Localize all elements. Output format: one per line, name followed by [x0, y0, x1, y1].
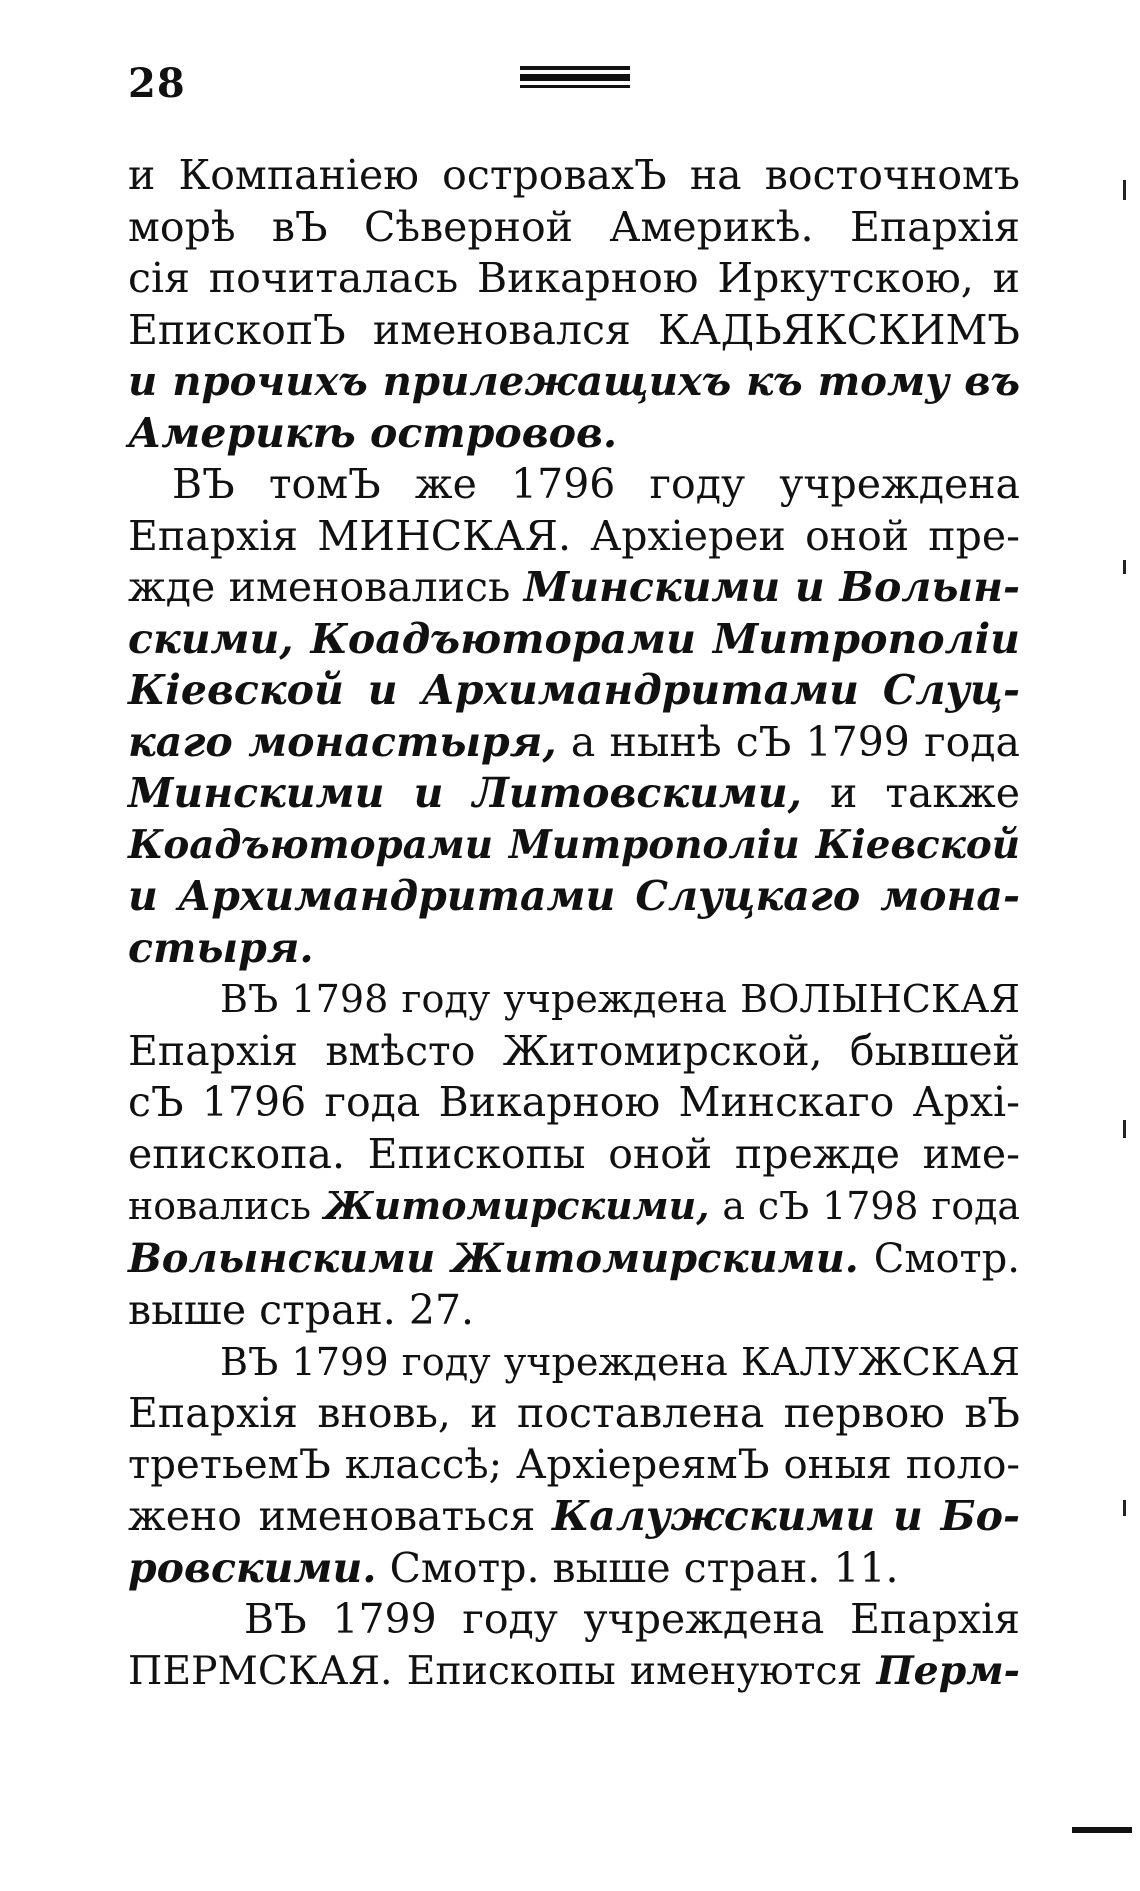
- italic-text-line: и Архимандритами Слуцкаго мона-: [128, 872, 1020, 920]
- text-line: [128, 1543, 1020, 1595]
- text-run: ПЕРМСКАЯ. Епископы именуются: [128, 1647, 877, 1694]
- text-line: морѣ вЪ Сѣверной Америкѣ. Епархiя: [128, 202, 1020, 251]
- italic-text-line: Америкѣ островов.: [128, 408, 618, 457]
- text-line: [128, 562, 1020, 614]
- italic-run: Калужскими и Бо-: [551, 1492, 1020, 1540]
- rule-line-top: [520, 66, 630, 70]
- paragraph-1: [128, 150, 1020, 459]
- paragraph-4: [128, 1337, 1020, 1595]
- text-run: жено именоваться: [128, 1492, 552, 1540]
- text-line: третьемЪ классѣ; АрхiереямЪ оныя поло-: [128, 1441, 1020, 1488]
- italic-text-line: и прочихъ прилежащихъ къ тому въ: [128, 358, 1020, 405]
- text-line: [128, 717, 1020, 769]
- text-line: епископа. Епископы оной прежде име-: [128, 1129, 1020, 1178]
- text-line: Епархiя вмѣсто Житомирской, бывшей: [128, 1026, 1020, 1075]
- scan-corner-mark: [1072, 1827, 1132, 1833]
- text-run: Смотр.: [858, 1235, 1021, 1282]
- text-run: новались: [128, 1184, 324, 1228]
- scan-edge-mark: [1123, 1500, 1126, 1516]
- italic-run: Минскими и Литовскими,: [128, 769, 802, 817]
- italic-text-line: Коадъюторами Митрополiи Кiевской: [128, 822, 1020, 868]
- text-line: сЪ 1796 года Викарною Минскаго Архi-: [128, 1078, 1020, 1126]
- italic-run: Житомирскими,: [323, 1183, 710, 1228]
- text-line: ВЪ 1798 году учреждена ВОЛЫНСКАЯ: [220, 977, 1020, 1021]
- paragraph-3: [128, 974, 1020, 1337]
- italic-run: Перм-: [876, 1647, 1020, 1694]
- text-line: [128, 1646, 1020, 1698]
- rule-line-middle: [520, 74, 630, 81]
- text-run: Смотр. выше стран. 11.: [376, 1543, 899, 1592]
- text-line: [128, 1180, 1020, 1233]
- italic-run: ровскими.: [128, 1543, 377, 1592]
- rule-line-bottom: [520, 85, 630, 88]
- text-line: [128, 768, 1020, 820]
- italic-text-line: Кiевской и Архимандритами Слуц-: [128, 666, 1020, 714]
- text-line: Епархiя МИНСКАЯ. Архiереи оной пре-: [128, 511, 1020, 560]
- page-number: 28: [128, 60, 186, 107]
- italic-text-line: скими, Коадъюторами Митрополiи: [128, 614, 1020, 663]
- text-run: жде именовались: [128, 563, 524, 611]
- scan-edge-mark: [1123, 1120, 1126, 1138]
- scan-edge-mark: [1123, 180, 1126, 200]
- italic-text-line: стыря.: [128, 923, 314, 972]
- paragraph-5: [128, 1594, 1020, 1697]
- paragraph-2: [128, 459, 1020, 974]
- text-line: выше стран. 27.: [128, 1286, 475, 1334]
- italic-run: каго монастыря,: [128, 717, 557, 766]
- text-line: ВЪ томЪ же 1796 году учреждена: [172, 460, 1020, 508]
- text-run: а нынѣ сЪ 1799 года: [556, 717, 1020, 766]
- text-line: ВЪ 1799 году учреждена КАЛУЖСКАЯ: [220, 1339, 1020, 1384]
- text-line: [128, 1491, 1020, 1543]
- text-line: сiя почиталась Викарною Иркутскою, и: [128, 254, 1020, 302]
- text-run: и также: [801, 769, 1020, 817]
- scan-edge-mark: [1123, 560, 1126, 574]
- body-text: [128, 150, 1020, 1697]
- italic-run: Волынскими Житомирскими.: [128, 1234, 859, 1282]
- text-line: и Компанiею островахЪ на восточномъ: [128, 151, 1020, 199]
- text-line: ЕпископЪ именовался КАДЬЯКСКИМЪ: [128, 305, 1020, 354]
- header-ornament-rule: [520, 66, 630, 88]
- text-line: Епархiя вновь, и поставлена первою вЪ: [128, 1389, 1020, 1437]
- italic-run: Минскими и Волын-: [523, 563, 1021, 611]
- text-line: [128, 1233, 1020, 1286]
- text-line: ВЪ 1799 году учреждена Епархiя: [244, 1595, 1020, 1643]
- text-run: а сЪ 1798 года: [709, 1184, 1020, 1228]
